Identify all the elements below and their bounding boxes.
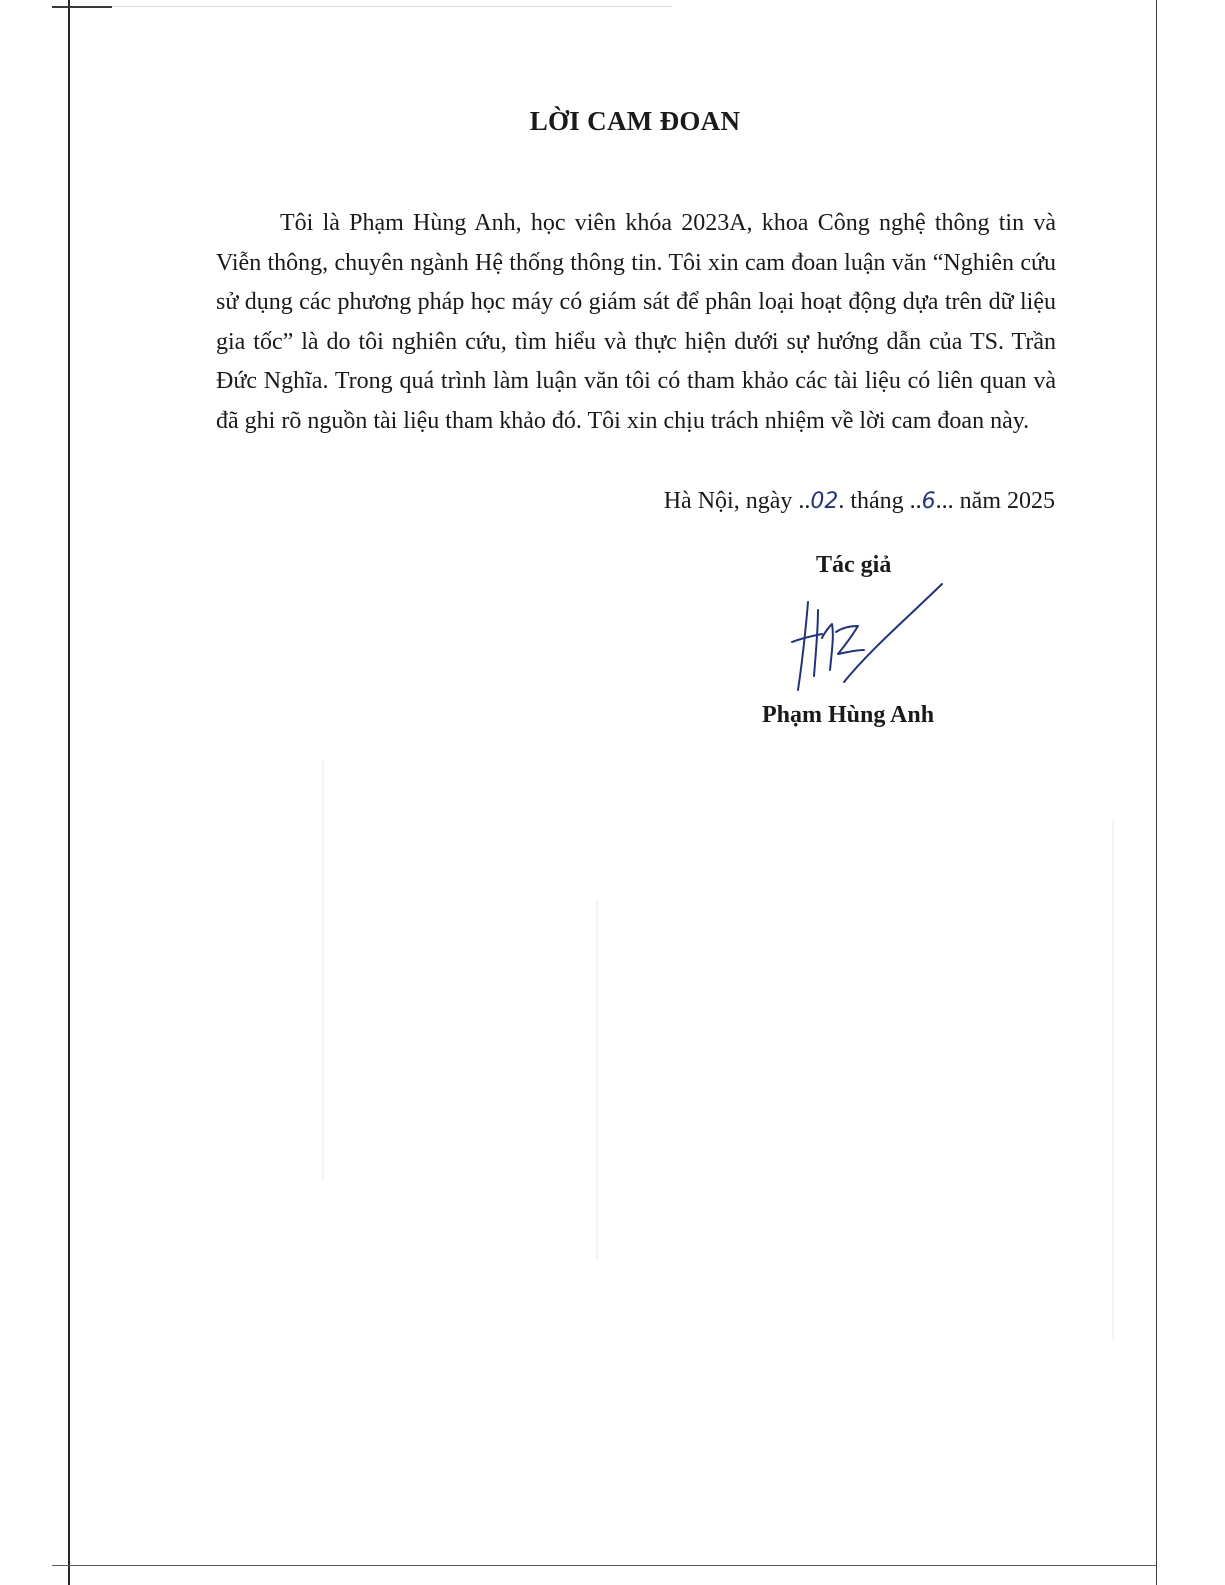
scan-edge-left bbox=[68, 0, 70, 1585]
scan-edge-bottom bbox=[52, 1565, 1157, 1566]
date-suffix: ... năm 2025 bbox=[935, 488, 1055, 514]
date-line bbox=[664, 488, 1055, 515]
scan-edge-top-faint bbox=[112, 6, 672, 7]
declaration-paragraph: Tôi là Phạm Hùng Anh, học viên khóa 2023A, khoa Công nghệ thông tin và Viễn thông, chuyên ngành Hệ thống thông tin. Tôi xin cam đoan luận văn “Nghiên cứu sử dụng các phương pháp học máy có giám sát để phân loại hoạt động dựa trên dữ liệu gia tốc” là do tôi nghiên cứu, tìm hiểu và thực hiện dưới sự hướng dẫn của TS. Trần Đức Nghĩa. Trong quá trình làm luận văn tôi có tham khảo các tài liệu có liên quan và đã ghi rõ nguồn tài liệu tham khảo đó. Tôi xin chịu trách nhiệm về lời cam đoan này. bbox=[216, 210, 1056, 434]
date-middle: . tháng .. bbox=[838, 488, 922, 514]
date-day-handwritten: 02 bbox=[810, 489, 839, 514]
signature-image bbox=[780, 580, 950, 695]
author-label: Tác giả bbox=[816, 552, 892, 578]
author-name: Phạm Hùng Anh bbox=[762, 702, 935, 728]
scan-streak bbox=[596, 900, 598, 1260]
scan-streak bbox=[322, 760, 324, 1180]
date-month-handwritten: 6 bbox=[921, 489, 936, 514]
scan-edge-right bbox=[1156, 0, 1157, 1585]
date-prefix: Hà Nội, ngày .. bbox=[663, 488, 811, 514]
scan-streak bbox=[1112, 820, 1114, 1340]
page-title: LỜI CAM ĐOAN bbox=[529, 106, 741, 136]
scan-edge-top bbox=[52, 6, 112, 8]
